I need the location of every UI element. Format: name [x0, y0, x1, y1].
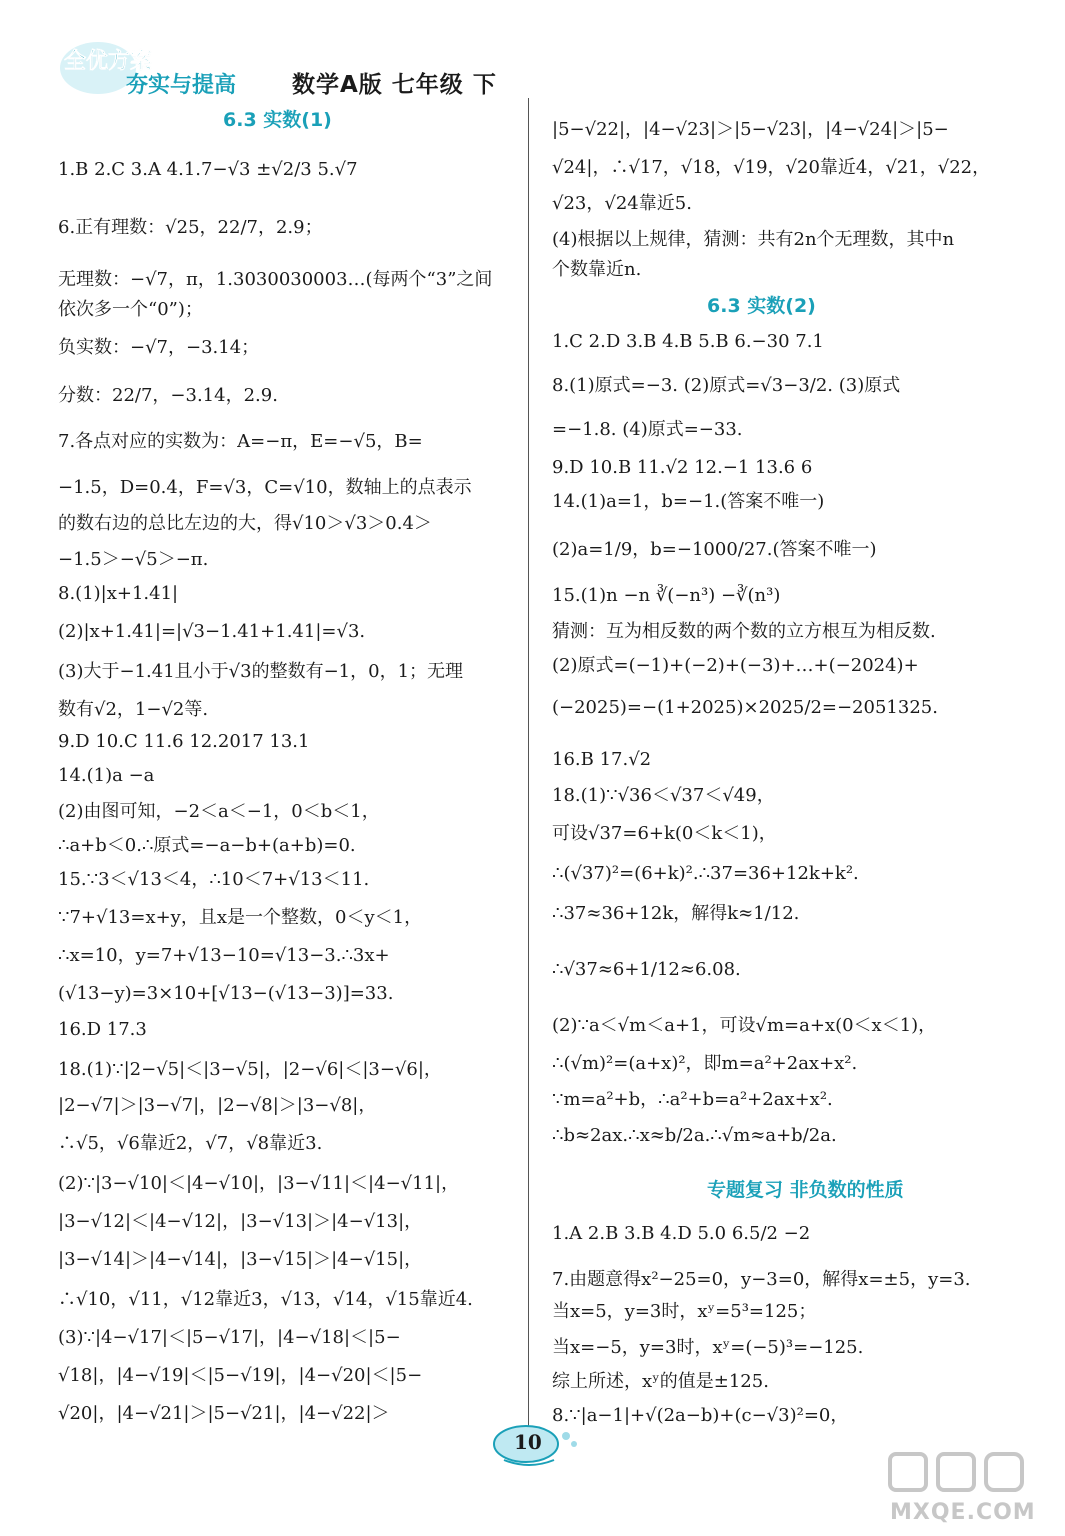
answer-line: (2)a=1/9，b=−1000/27.(答案不唯一): [552, 539, 877, 560]
answer-line: 1.A 2.B 3.B 4.D 5.0 6.5/2 −2: [552, 1223, 811, 1244]
answer-line: (3)∵|4−√17|＜|5−√17|，|4−√18|＜|5−: [58, 1327, 401, 1348]
answer-line: 可设√37=6+k(0＜k＜1)，: [552, 823, 777, 844]
answer-line: 1.C 2.D 3.B 4.B 5.B 6.−30 7.1: [552, 331, 824, 352]
answer-line: (3)大于−1.41且小于√3的整数有−1，0，1；无理: [58, 661, 464, 682]
answer-line: 当x=−5，y=3时，xʸ=(−5)³=−125.: [552, 1337, 864, 1358]
answer-line: (√13−y)=3×10+[√13−(√13−3)]=33.: [58, 983, 394, 1004]
answer-line: (−2025)=−(1+2025)×2025/2=−2051325.: [552, 697, 938, 718]
section-heading: 专题复习 非负数的性质: [707, 1179, 904, 1201]
answer-line: ∴x=10，y=7+√13−10=√13−3.∴3x+: [58, 945, 390, 966]
brand-logo: [58, 34, 273, 100]
answer-line: 16.B 17.√2: [552, 749, 652, 770]
answer-line: 无理数：−√7，π，1.3030030003…(每两个“3”之间: [58, 269, 493, 290]
answer-line: 8.(1)原式=−3. (2)原式=√3−3/2. (3)原式: [552, 375, 901, 396]
answer-line: 15.∵3＜√13＜4，∴10＜7+√13＜11.: [58, 869, 370, 890]
answer-line: 数有√2，1−√2等.: [58, 699, 209, 720]
page-header-title: 数学A版 七年级 下: [292, 72, 497, 98]
answer-line: 9.D 10.B 11.√2 12.−1 13.6 6: [552, 457, 813, 478]
answer-line: 的数右边的总比左边的大，得√10＞√3＞0.4＞: [58, 513, 432, 534]
answer-line: 1.B 2.C 3.A 4.1.7−√3 ±√2/3 5.√7: [58, 159, 358, 180]
answer-line: −1.5＞−√5＞−π.: [58, 549, 209, 570]
answer-line: |3−√14|＞|4−√14|，|3−√15|＞|4−√15|，: [58, 1249, 423, 1270]
answer-line: 7.由题意得x²−25=0，y−3=0，解得x=±5，y=3.: [552, 1269, 971, 1290]
answer-line: ∴b≈2ax.∴x≈b/2a.∴√m≈a+b/2a.: [552, 1125, 837, 1146]
answer-line: (2)∵a＜√m＜a+1，可设√m=a+x(0＜x＜1)，: [552, 1015, 937, 1036]
answer-line: √20|，|4−√21|＞|5−√21|，|4−√22|＞: [58, 1403, 390, 1424]
answer-line: √18|，|4−√19|＜|5−√19|，|4−√20|＜|5−: [58, 1365, 423, 1386]
answer-line: (2)由图可知，−2＜a＜−1，0＜b＜1，: [58, 801, 380, 822]
section-heading: 6.3 实数(2): [707, 295, 816, 317]
answer-line: 个数靠近n.: [552, 259, 642, 280]
answer-line: 依次多一个“0”)；: [58, 299, 203, 320]
page-number: 10: [514, 1430, 542, 1454]
answer-line: ∴37≈36+12k，解得k≈1/12.: [552, 903, 800, 924]
section-heading: 6.3 实数(1): [223, 109, 332, 131]
answer-line: 当x=5，y=3时，xʸ=5³=125；: [552, 1301, 817, 1322]
answer-line: √24|，∴√17，√18，√19，√20靠近4，√21，√22，: [552, 157, 991, 178]
answer-line: 14.(1)a=1，b=−1.(答案不唯一): [552, 491, 825, 512]
answer-line: −1.5，D=0.4，F=√3，C=√10，数轴上的点表示: [58, 477, 472, 498]
watermark-text: MXQE.COM: [890, 1500, 1036, 1525]
answer-line: 综上所述，xʸ的值是±125.: [552, 1371, 769, 1392]
answer-line: (2)原式=(−1)+(−2)+(−3)+…+(−2024)+: [552, 655, 919, 676]
answer-line: ∵7+√13=x+y，且x是一个整数，0＜y＜1，: [58, 907, 423, 928]
answer-line: ∴a+b＜0.∴原式=−a−b+(a+b)=0.: [58, 835, 356, 856]
watermark-logo: [880, 1450, 1050, 1530]
answer-line: 7.各点对应的实数为：A=−π，E=−√5，B=: [58, 431, 423, 452]
answer-line: 8.∵|a−1|+√(2a−b)+(c−√3)²=0，: [552, 1405, 849, 1426]
answer-line: ∴√5，√6靠近2，√7，√8靠近3.: [58, 1133, 323, 1154]
answer-line: 猜测：互为相反数的两个数的立方根互为相反数.: [552, 621, 936, 642]
answer-line: ∴(√m)²=(a+x)²，即m=a²+2ax+x².: [552, 1053, 858, 1074]
answer-line: |5−√22|，|4−√23|＞|5−√23|，|4−√24|＞|5−: [552, 119, 949, 140]
answer-line: 14.(1)a −a: [58, 765, 155, 786]
answer-line: (2)|x+1.41|=|√3−1.41+1.41|=√3.: [58, 621, 366, 642]
logo-line2: 夯实与提高: [126, 73, 237, 98]
answer-line: 18.(1)∵|2−√5|＜|3−√5|，|2−√6|＜|3−√6|，: [58, 1059, 442, 1080]
answer-line: 分数：22/7，−3.14，2.9.: [58, 385, 278, 406]
answer-line: ∴√37≈6+1/12≈6.08.: [552, 959, 741, 980]
answer-line: 18.(1)∵√36＜√37＜√49，: [552, 785, 775, 806]
answer-line: √23，√24靠近5.: [552, 193, 692, 214]
answer-line: 9.D 10.C 11.6 12.2017 13.1: [58, 731, 310, 752]
answer-line: ∴(√37)²=(6+k)².∴37=36+12k+k².: [552, 863, 859, 884]
page-number-badge: [484, 1420, 584, 1470]
answer-line: |2−√7|＞|3−√7|，|2−√8|＞|3−√8|，: [58, 1095, 377, 1116]
answer-line: (4)根据以上规律，猜测：共有2n个无理数，其中n: [552, 229, 955, 250]
answer-line: 6.正有理数：√25，22/7，2.9；: [58, 217, 323, 238]
logo-line1: 全优方案: [64, 49, 153, 74]
answer-line: ∵m=a²+b，∴a²+b=a²+2ax+x².: [552, 1089, 833, 1110]
answer-line: =−1.8. (4)原式=−33.: [552, 419, 743, 440]
answer-line: 8.(1)|x+1.41|: [58, 583, 179, 604]
column-divider: [528, 98, 529, 1428]
answer-line: |3−√12|＜|4−√12|，|3−√13|＞|4−√13|，: [58, 1211, 423, 1232]
answer-line: 负实数：−√7，−3.14；: [58, 337, 260, 358]
answer-line: (2)∵|3−√10|＜|4−√10|，|3−√11|＜|4−√11|，: [58, 1173, 460, 1194]
answer-line: 16.D 17.3: [58, 1019, 147, 1040]
answer-line: ∴√10，√11，√12靠近3，√13，√14，√15靠近4.: [58, 1289, 473, 1310]
answer-line: 15.(1)n −n ∛(−n³) −∛(n³): [552, 585, 781, 606]
